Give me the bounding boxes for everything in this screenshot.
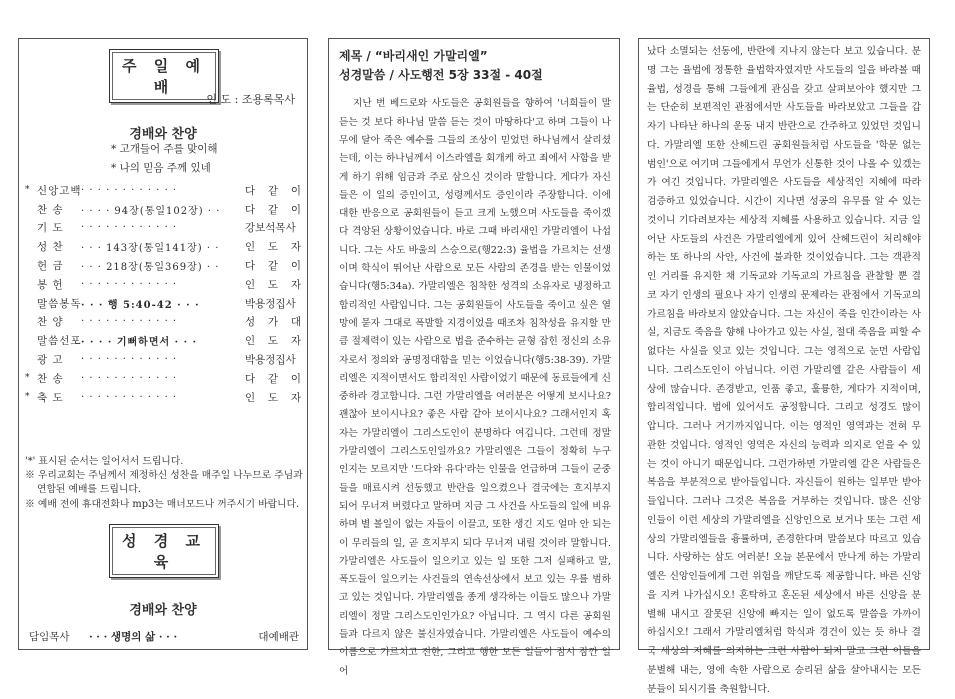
order-item-detail: · · · 행 5:40-42 · · · bbox=[81, 299, 200, 311]
worship-title: 주 일 예 배 bbox=[112, 52, 216, 100]
order-row bbox=[25, 369, 301, 388]
sermon-body-part1: 지난 번 베드로와 사도들은 공회원들을 향하여 '너희들이 말 듣는 것 보다 하나님 말씀 듣는 것이 마땅하다'고 하며 그들이 나무에 달아 죽은 예수를 그들의 조상이 믿었던 하나님께서 살리셨는데, 이는 하나님께서 이스라엘을 회개케 하고 죄에서 사함을 받게 하기 위해 임금과 주로 삼으신 것이라 말합니다. 게다가 자신들은 이 일의 증인이고, 성령께서도 증인이라 주장합니다. 이에 대한 반응으로 공회원들이 듣고 크게 노했으며 사도들을 죽이겠다 격앙된 상황이었습니다. 바로 그때 바리새인 가말리엘이 나섭니다. 그는 사도 바울의 스승으로(행22:3) 율법을 가르치는 선생이며 학식이 뛰어난 사람으로 모든 사람의 존경을 받는 인물이었습니다(행5:34a). 가말리엘은 침착한 성격의 소유자로 냉정하고 합리적인 사람입니다. 그는 공회원들이 사도들을 죽이고 싶은 열망에 묻자 그대로 폭발할 지경이었을 때조차 침착성을 유지할 만큼 절제력이 있는 사람으로 법을 준수하는 균형 잡힌 정신의 소유자로서 정의와 공명정대함을 믿는 이었습니다(행5:38-39). 가말리엘은 지적이면서도 합리적인 사람이었기 때문에 동료들에게 신중하라 경고합니다. 그런 가말리엘을 여러분은 어떻게 보시나요? 괜찮아 보이시나요? 좋은 사람 같아 보이시나요? 그래서인지 혹자는 가말리엘이 그리스도인이 분명하다 여깁니다. 그런데 정말 가말리엘이 그리스도인일까요? 가말리엘은 그들이 정확히 누구인지는 모르지만 '드다와 유다'라는 인물을 언급하며 그들이 군중들을 매료시켜 선동했고 반란을 일으켰으나 결국에는 흐지부지 되어 무너져 버렸다고 말하며 지금 그 사건을 사도들의 일에 비유하며 별 볼일이 없는 자들이 이끌고, 또한 생긴 지도 얼마 안 되는 이 무리들의 일, 곧 흐지부지 되다 무너져 내릴 것이라 말합니다. 가말리엘은 사도들이 일으키고 있는 일 또한 그저 실패하고 말, 폭도들이 일으키는 사건들의 연속선상에서 보고 있는 우를 범하고 있는 것입니다. 가말리엘을 종게 생각하는 이들도 많으나 가말리엘이 정말 그리스도인인가요? 아닙니다. 그 역시 다른 공회원들과 다르지 않은 불신자였습니다. 가말리엘은 사도들이 예수의 이름으로 가르치고 전한, 그리고 행한 모든 일들이 잠시 잠깐 일어 bbox=[339, 98, 611, 677]
order-item-detail: · · · · · · · · · · · · bbox=[81, 222, 178, 234]
sermon-passage: 성경말씀 / 사도행전 5장 33절 - 40절 bbox=[339, 68, 543, 83]
order-item-leader: 박용정집사 bbox=[245, 297, 296, 310]
education-place: 대예배관 bbox=[258, 631, 299, 643]
order-item-name: 말씀봉독 bbox=[37, 297, 82, 310]
order-item-leader: 다 같 이 bbox=[245, 260, 301, 273]
order-item-name: 축 도 bbox=[37, 391, 64, 404]
order-item-leader: 인 도 자 bbox=[245, 391, 301, 404]
order-item-detail: · · · · · · · · · · · · bbox=[81, 372, 178, 384]
note-standing: '*' 표시된 순서는 일어서서 드립니다. bbox=[25, 456, 184, 467]
praise-heading: 경배와 찬양 bbox=[129, 127, 197, 142]
order-item-detail: · · · · · · · · · · · · bbox=[81, 391, 178, 403]
order-item-leader: 성 가 대 bbox=[245, 316, 301, 329]
sermon-body-part2: 났다 소멸되는 선동에, 반란에 지나지 않는다 보고 있습니다. 분명 그는 율법에 정통한 율법학자였지만 사도들의 일을 바라볼 때 율법, 성경을 통해 그들에게 관심을 갖고 살펴보아야 했지만 그는 단순히 보편적인 관점에서만 사도들을 바라보았고 그들을 갑자기 나타난 하나의 운동 내지 반란으로 간주하고 있었던 것입니다. 가말리엘 또한 산헤드린 공회원들처럼 사도들을 '학문 없는 범인'으로 여기며 그들에게서 무언가 신통한 것이 나올 수 있겠는가 여긴 것입니다. 가말리엘은 사도들을 세상적인 지혜에 따라 검증하고 있었습니다. 시간이 지나면 성공의 유무를 알 수 있는 것이니 기다려보자는 세상적 지혜를 사용하고 있습니다. 지금 일어난 사도들의 사건은 가말리엘에게 있어 산헤드린이 처리해야 하는 또 하나의 사안, 사건에 불과한 것이었습니다. 그는 객관적인 거리를 유지한 채 기독교와 기독교의 가르침을 관찰할 뿐 결코 자기 인생의 필요나 자기 인생의 문제라는 관점에서 기독교의 가르침을 바라보지 않았습니다. 그는 자신이 죽을 인간이라는 사실, 지금도 죽음을 향해 나아가고 있는 사실, 절대 죽음을 피할 수 없다는 사실을 잊고 있는 것입니다. 그는 영적으로 눈먼 사람입니다. 그리스도인이 아닙니다. 이런 가말리엘 같은 사람들이 세상에 많습니다. 존경받고, 인품 좋고, 훌륭한, 게다가 지적이며, 합리적입니다. 법에 있어서도 공정합니다. 그리고 성경도 많이 압니다. 그러나 거기까지입니다. 이는 영적인 영역과는 전혀 무관한 것입니다. 영적인 영역은 자신의 능력과 의지로 얻을 수 있는 것이 아니기 때문입니다. 그런가하면 가말리엘 같은 사람들은 복음을 부분적으로 받아들입니다. 자신들이 원하는 일부만 받아들입니다. 그러나 그것은 복음을 거부하는 것입니다. 많은 신앙인들이 이런 세상의 가말리엘을 신앙인으로 보거나 또는 그런 세상의 가말리엘들을 흉률하며, 존경한다며 말씀보다 따르고 있습니다. 사랑하는 삼도 여러분! 오늘 본문에서 만나게 하는 가말리엘은 신앙인들에게 그런 위험을 깨닫도록 제공합니다. 바른 신앙을 지켜 나가십시오! 혼탁하고 혼돈된 세상에서 바른 신앙을 분별해 내시고 잘못된 신앙에 빠지는 일이 없도록 말씀을 가까이 하십시오! 그래서 가말리엘처럼 학식과 경건이 있는 듯 하나 결국 세상의 지혜를 의지하는 그런 사람이 되지 말고 그런 이들을 분별해 내는, 영에 속한 사람으로 승리된 삶을 살아내시는 모든 분들이 되시기를 축원합니다. bbox=[647, 46, 921, 695]
education-row bbox=[29, 629, 299, 644]
worship-title-box bbox=[109, 49, 219, 103]
education-topic: · · · 생명의 삶 · · · bbox=[89, 631, 178, 643]
order-item-leader: 다 같 이 bbox=[245, 184, 301, 197]
order-item-name: 신앙고백 bbox=[37, 184, 82, 197]
education-subheading: 경배와 찬양 bbox=[129, 603, 197, 618]
stand-marker: * bbox=[25, 392, 30, 403]
praise-song-1: * 고개들어 주를 맞이해 bbox=[111, 143, 218, 155]
order-item-name: 헌 금 bbox=[37, 260, 64, 273]
order-item-leader: 다 같 이 bbox=[245, 203, 301, 216]
education-title: 성 경 교 육 bbox=[112, 527, 216, 575]
order-item-name: 말씀선포 bbox=[37, 335, 82, 348]
order-item-detail: · · · 218장(통일369장) · · bbox=[81, 262, 220, 274]
order-row bbox=[25, 219, 301, 238]
order-row bbox=[25, 200, 301, 219]
order-row bbox=[25, 181, 301, 200]
order-item-leader: 인 도 자 bbox=[245, 335, 301, 348]
order-item-name: 봉 헌 bbox=[37, 278, 64, 291]
order-item-detail: · · · · · · · · · · · · bbox=[81, 184, 178, 196]
order-item-detail: · · · 143장(통일141장) · · bbox=[81, 243, 220, 255]
order-item-name: 기 도 bbox=[37, 222, 64, 235]
sermon-title: 제목 / “바리새인 가말리엘” bbox=[339, 49, 488, 63]
praise-song-2: * 나의 믿음 주께 있네 bbox=[111, 162, 211, 174]
order-item-leader: 박용정집사 bbox=[245, 354, 296, 367]
order-item-detail: · · · · · · · · · · · · bbox=[81, 316, 178, 328]
education-title-box bbox=[109, 524, 219, 578]
order-item-leader: 인 도 자 bbox=[245, 278, 301, 291]
order-item-detail: · · · · 기뻐하면서 · · · bbox=[81, 337, 198, 349]
order-item-leader: 강보석목사 bbox=[245, 222, 296, 235]
sermon-panel-left bbox=[328, 38, 620, 677]
stand-marker: * bbox=[25, 185, 30, 196]
order-row bbox=[25, 237, 301, 256]
note-communion: ※ 우리교회는 주님께서 제정하신 성찬을 매주일 나누므로 주님과 연합된 예배를 드립니다. bbox=[25, 470, 303, 496]
worship-order-panel bbox=[18, 38, 308, 650]
order-item-name: 성 찬 bbox=[37, 241, 64, 254]
sermon-panel-right bbox=[638, 38, 930, 695]
order-row bbox=[25, 350, 301, 369]
sermon-header bbox=[339, 47, 611, 85]
officiant: 인 도 : 조용록목사 bbox=[206, 93, 295, 106]
order-of-service bbox=[25, 181, 301, 407]
order-row bbox=[25, 275, 301, 294]
order-item-leader: 다 같 이 bbox=[245, 372, 301, 385]
education-teacher: 담임목사 bbox=[29, 631, 70, 643]
note-phones: ※ 예배 전에 휴대전화나 mp3는 매너모드나 꺼주시기 바랍니다. bbox=[25, 498, 300, 510]
order-item-leader: 인 도 자 bbox=[245, 241, 301, 254]
order-item-detail: · · · · · · · · · · · · bbox=[81, 354, 178, 366]
order-row bbox=[25, 294, 301, 313]
order-row bbox=[25, 388, 301, 407]
order-item-detail: · · · · · · · · · · · · bbox=[81, 278, 178, 290]
stand-marker: * bbox=[25, 373, 30, 384]
order-row bbox=[25, 331, 301, 350]
order-item-name: 광 고 bbox=[37, 354, 64, 367]
order-item-name: 찬 송 bbox=[37, 372, 64, 385]
order-row bbox=[25, 313, 301, 332]
order-item-name: 찬 양 bbox=[37, 316, 64, 329]
order-item-name: 찬 송 bbox=[37, 203, 64, 216]
order-row bbox=[25, 256, 301, 275]
worship-notes bbox=[25, 455, 305, 512]
order-item-detail: · · · · 94장(통일102장) · · bbox=[81, 205, 221, 217]
